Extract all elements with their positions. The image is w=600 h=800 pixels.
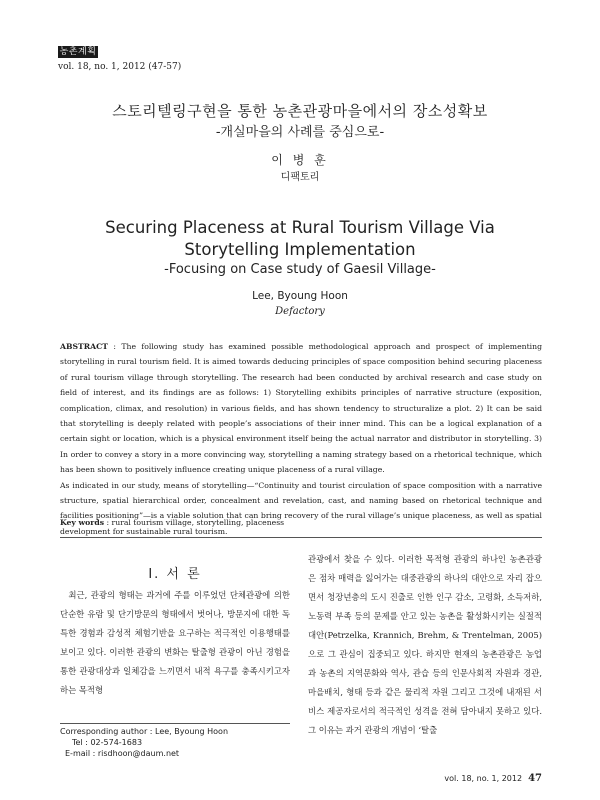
korean-title: 스토리텔링구현을 통한 농촌관광마을에서의 장소성확보 (112, 102, 488, 120)
corresponding-author: Corresponding author : Lee, Byoung Hoon (60, 727, 229, 736)
section-heading: I. 서 론 (148, 567, 202, 582)
keywords-label: Key words (60, 518, 105, 527)
footnote-divider (60, 723, 290, 724)
korean-author: 이 병 훈 (271, 153, 329, 167)
footer-issue: vol. 18, no. 1, 2012 (444, 774, 523, 783)
keywords-text: : rural tourism village, storytelling, placeness (104, 518, 285, 527)
page-footer (444, 773, 542, 784)
keywords (60, 518, 542, 527)
abstract (60, 339, 542, 539)
english-title: Securing Placeness at Rural Tourism Village Via Storytelling Implementation (105, 218, 495, 259)
abstract-label: ABSTRACT (60, 342, 108, 351)
journal-badge: 농촌계획 (59, 47, 97, 57)
korean-affiliation: 디팩토리 (280, 172, 320, 183)
body-left-column: 최근, 관광의 형태는 과거에 주를 이루었던 단체관광에 의한 단순한 유람 및 단기방문의 형태에서 벗어나, 방문지에 대한 독특한 경험과 감성적 체험기반을 요구하는 적극적인 이용행태를 보이고 있다. 이러한 관광의 변화는 탈출형 관광이 아닌 경험을 통한 관광대상과 일체감을 느끼면서 내적 욕구를 충족시키고자 하는 목적형 (60, 590, 290, 695)
corresponding-email: E-mail : risdhoon@daum.net (65, 749, 180, 758)
abstract-text: : The following study has examined possible methodological approach and prospect of implementing storytelling in rural tourism field. It is aimed towards deducing principles of space composition behind securing placeness of rural tourism village through storytelling. The research had been conducted by archival research and case study on field of interest, and its findings are as follows: 1) Storytelling exhibits principles of narrative structure (exposition, complication, climax, and resolution) in various fields, and has shown tendency to structuralize a plot. 2) It can be said that storytelling is deeply related with people’s associations of their inner mind. This can be a logical explanation of a certain sight or location, which is a physical environment itself being the actual narrator and distributor in storytelling. 3) In order to convey a story in a more convincing way, storytelling a naming strategy based on a rhetorical technique, which has been shown to positively influence creating unique placeness of a rural village. (60, 342, 542, 475)
correspondence (60, 726, 228, 759)
volume-line: vol. 18, no. 1, 2012 (47-57) (58, 62, 182, 72)
page-number: 47 (528, 773, 542, 784)
english-author: Lee, Byoung Hoon (252, 290, 348, 302)
english-subtitle: -Focusing on Case study of Gaesil Village- (164, 262, 436, 277)
abstract-divider (60, 537, 542, 538)
corresponding-tel: Tel : 02-574-1683 (72, 738, 143, 747)
korean-subtitle: -개실마을의 사례를 중심으로- (215, 125, 385, 140)
body-right-column: 관광에서 찾을 수 있다. 이러한 목적형 관광의 하나인 농촌관광은 점차 매력을 잃어가는 대중관광의 하나의 대안으로 자리 잡으면서 청장년층의 도시 진출로 인한 인구 감소, 고령화, 소득저하, 노동력 부족 등의 문제를 안고 있는 농촌을 활성화시키는 실절적 대안(Petrzelka, Krannich, Brehm, & Trentelman, 2005)으로 그 관심이 집중되고 있다. 하지만 현재의 농촌관광은 농업과 농촌의 지역문화와 역사, 관습 등의 인문사회적 자원과 경관, 마을배치, 형태 등과 같은 물리적 자원 그리고 그것에 내재된 서비스 제공자로서의 적극적인 성격을 전혀 담아내지 못하고 있다. 그 이유는 과거 관광의 개념이 ‘탈출 (308, 554, 542, 735)
english-affiliation: Defactory (275, 306, 325, 317)
abstract-text-2: As indicated in our study, means of storytelling—“Continuity and tourist circulation of space composition with a narrative structure, spatial hierarchical order, concealment and revelation, cast, and naming based on rhetorical technique and facilities positioning”—is a viable solution that can bring recovery of the rural village’s unique placeness, as well as spatial development for sustainable rural tourism. (60, 480, 542, 536)
